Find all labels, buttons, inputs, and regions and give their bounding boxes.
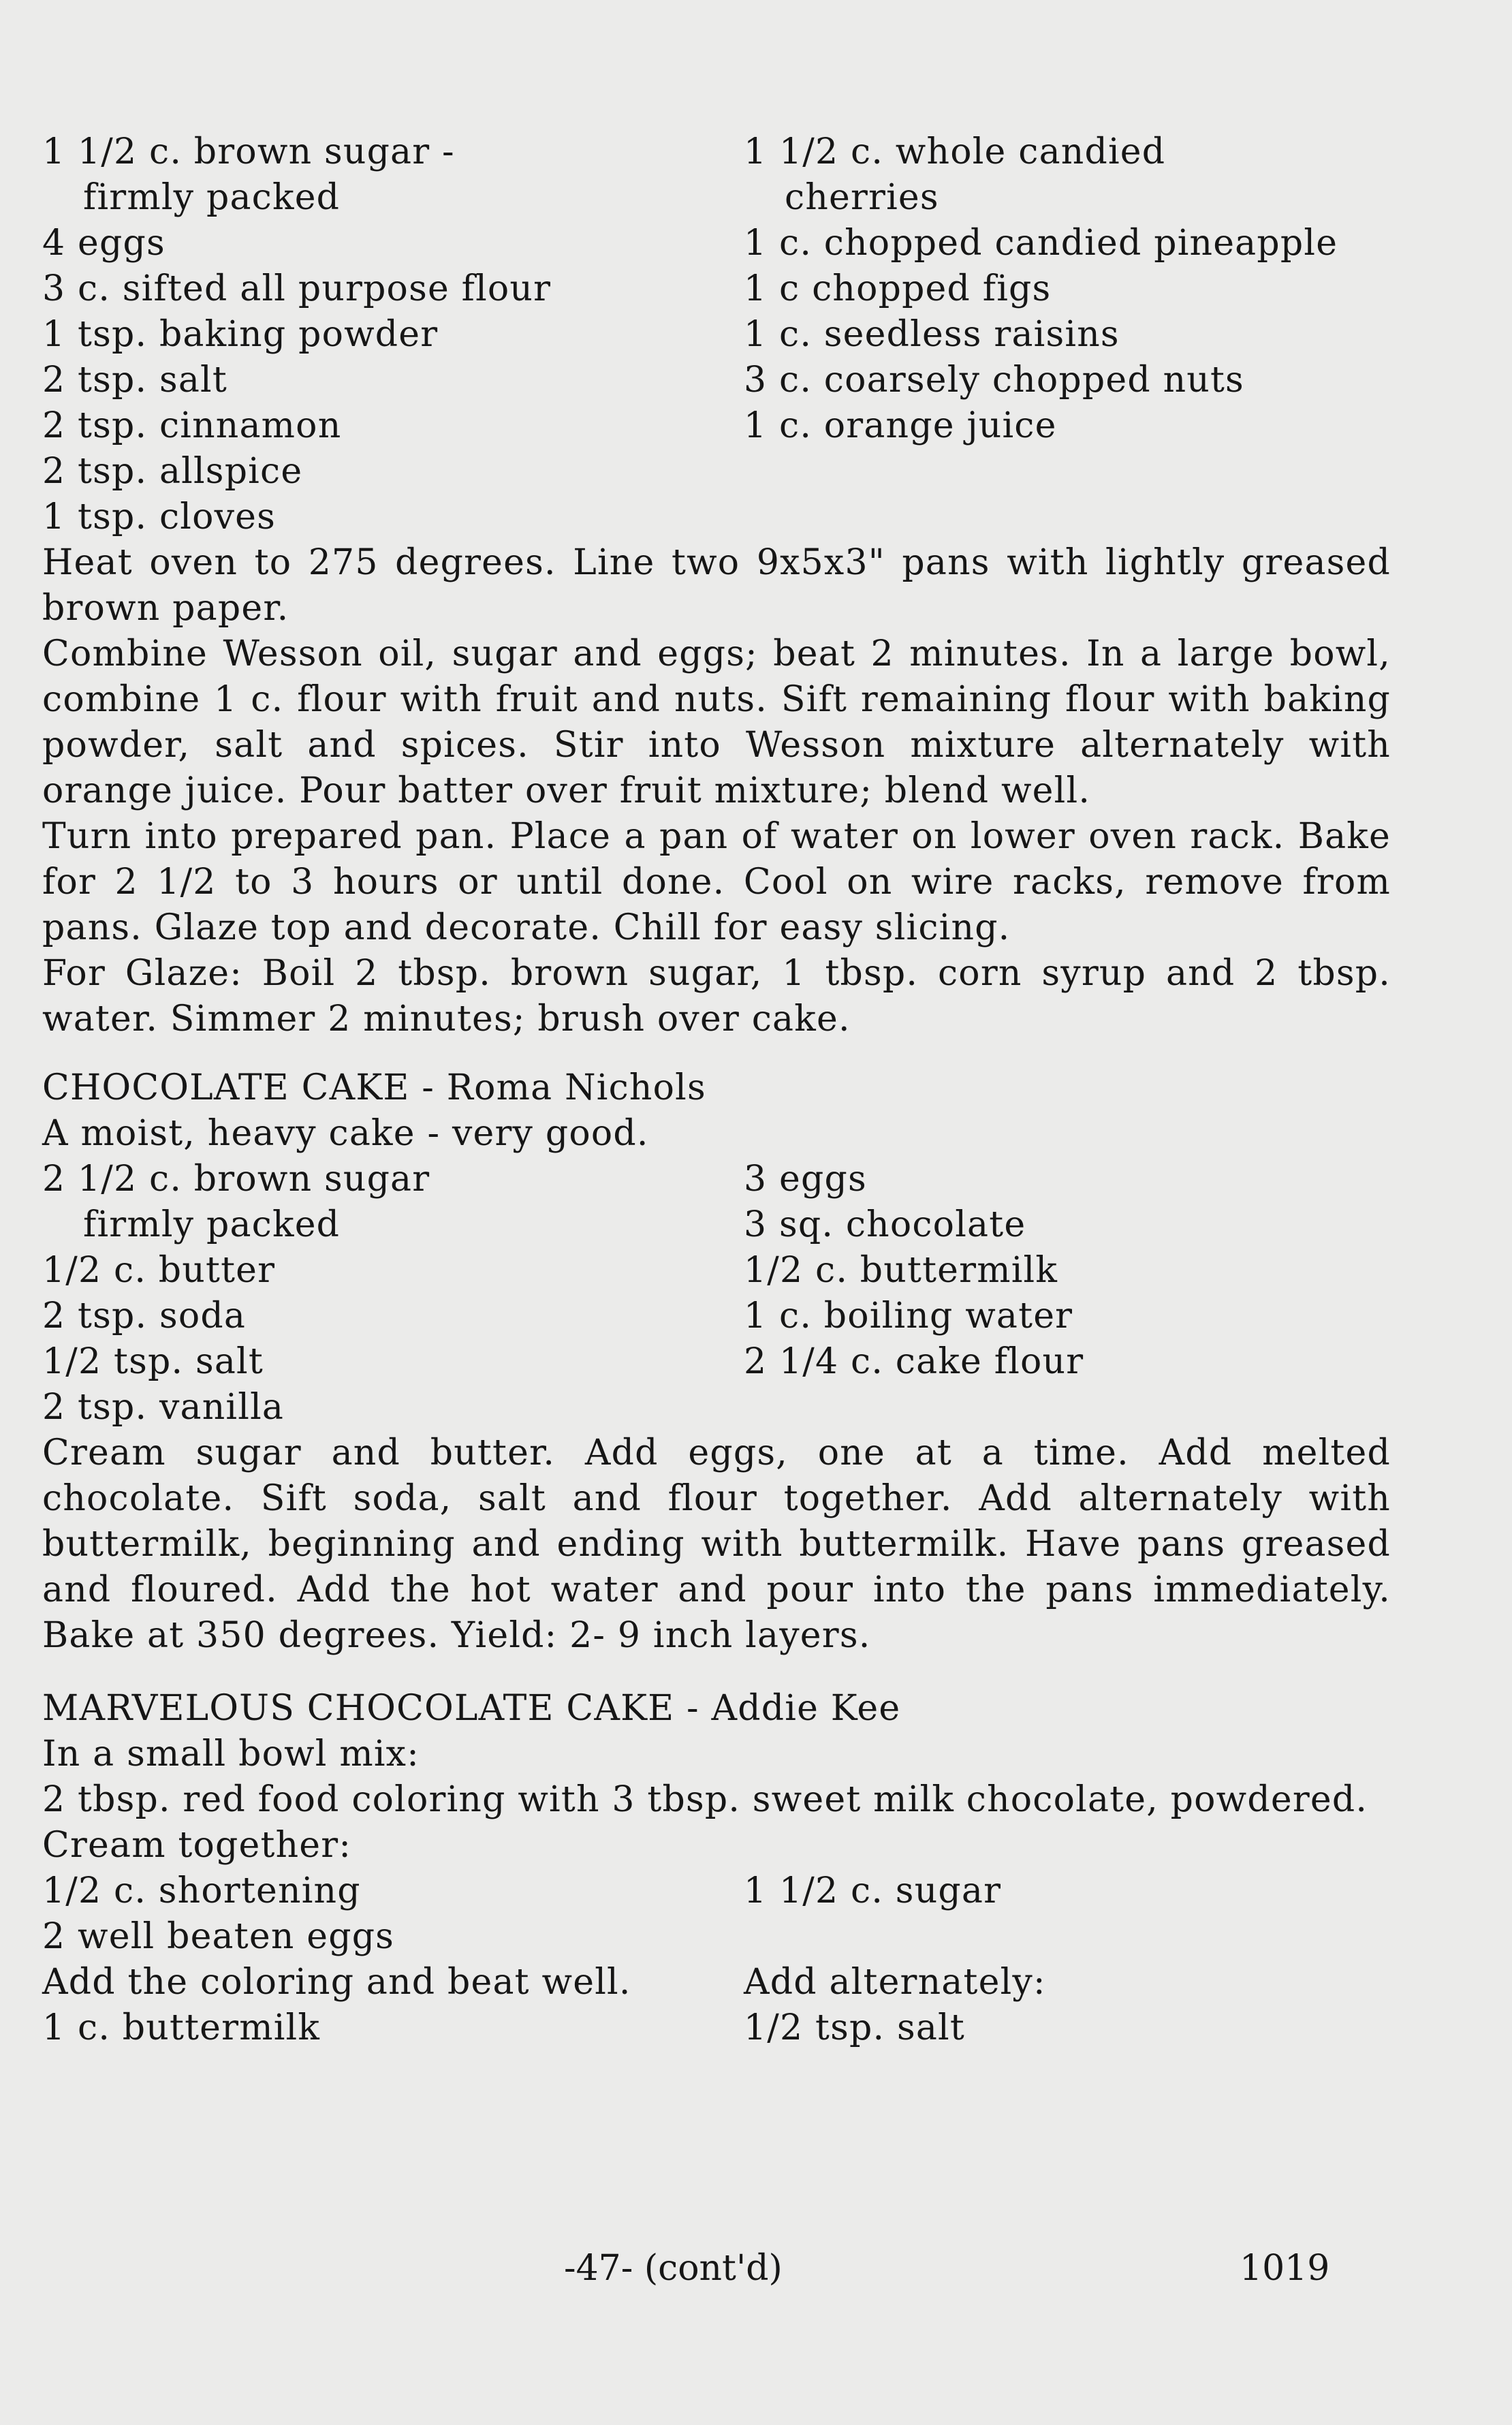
ingredient-right: 1 c chopped figs [744,268,1052,309]
fruitcake-ingredients [42,129,1479,540]
recipe-title-marvelous-chocolate-cake: MARVELOUS CHOCOLATE CAKE - Addie Kee [42,1688,901,1729]
ingredient-left: 1 tsp. baking powder [42,314,439,355]
marvelous-cake-ingredients [42,1868,1479,2051]
ingredient-left: 1/2 c. shortening [42,1871,361,1911]
ingredient-row [42,2005,1479,2051]
recipe-step-line: Cream together: [42,1825,352,1866]
ingredient-right: 3 sq. chocolate [744,1204,1026,1245]
fruitcake-glaze: For Glaze: Boil 2 tbsp. brown sugar, 1 tbsp. corn syrup and 2 tbsp. water. Simmer 2 minutes; brush over cake. [42,953,1391,1039]
ingredient-right: 1 c. boiling water [744,1296,1073,1336]
ingredient-row [42,1202,1479,1248]
ingredient-left: 2 1/2 c. brown sugar [42,1159,430,1200]
ingredient-row [42,495,1479,540]
ingredient-right: 1 c. orange juice [744,405,1057,446]
ingredient-row [42,1868,1479,1914]
ingredient-row [42,266,1479,312]
ingredient-left: 2 well beaten eggs [42,1916,395,1957]
ingredient-right: 1 c. chopped candied pineapple [744,223,1338,264]
ingredient-left: firmly packed [83,1204,341,1245]
ingredient-row [42,175,1479,221]
ingredient-left: 2 tsp. cinnamon [42,405,342,446]
fruitcake-direction-1: Heat oven to 275 degrees. Line two 9x5x3" pans with lightly greased brown paper. [42,542,1391,629]
ingredient-left: 1 c. buttermilk [42,2007,321,2048]
ingredient-left: 2 tsp. salt [42,360,227,401]
ingredient-row [42,1157,1479,1202]
recipe-subtitle: A moist, heavy cake - very good. [42,1113,649,1154]
ingredient-row [42,129,1479,175]
ingredient-left: 4 eggs [42,223,166,264]
ingredient-right: 1 c. seedless raisins [744,314,1120,355]
ingredient-row [42,1248,1479,1294]
ingredient-right: 2 1/4 c. cake flour [744,1341,1084,1382]
ingredient-right: 1 1/2 c. sugar [744,1871,1002,1911]
recipe-title-chocolate-cake: CHOCOLATE CAKE - Roma Nichols [42,1067,706,1108]
recipe-step-line: In a small bowl mix: [42,1734,420,1774]
ingredient-right: Add alternately: [744,1962,1046,2003]
ingredient-row [42,1914,1479,1960]
ingredient-left: 1 tsp. cloves [42,497,277,537]
fruitcake-direction-3: Turn into prepared pan. Place a pan of water on lower oven rack. Bake for 2 1/2 to 3 hours or until done. Cool on wire racks, remove from pans. Glaze top and decorate. Chill for easy slicing. [42,816,1391,948]
ingredient-right: 3 eggs [744,1159,867,1200]
ingredient-right: 1/2 c. buttermilk [744,1250,1058,1291]
ingredient-row [42,1294,1479,1339]
ingredient-left: 3 c. sifted all purpose flour [42,268,552,309]
ingredient-left: 1/2 c. butter [42,1250,276,1291]
recipe-step-line: 2 tbsp. red food coloring with 3 tbsp. sweet milk chocolate, powdered. [42,1779,1368,1820]
ingredient-row [42,1339,1479,1385]
ingredient-left: 2 tsp. allspice [42,451,303,492]
ingredient-right: 1 1/2 c. whole candied [744,131,1166,172]
ingredient-left: 2 tsp. soda [42,1296,247,1336]
ingredient-left: 2 tsp. vanilla [42,1387,285,1428]
page-code: 1019 [1240,2248,1330,2289]
ingredient-right: cherries [785,177,939,218]
ingredient-row [42,449,1479,495]
ingredient-left: Add the coloring and beat well. [42,1962,631,2003]
ingredient-right: 1/2 tsp. salt [744,2007,965,2048]
ingredient-left: 1/2 tsp. salt [42,1341,264,1382]
ingredient-row [42,403,1479,449]
recipe-text [42,129,1479,2051]
ingredient-right: 3 c. coarsely chopped nuts [744,360,1244,401]
fruitcake-direction-2: Combine Wesson oil, sugar and eggs; beat 2 minutes. In a large bowl, combine 1 c. flour with fruit and nuts. Sift remaining flour with baking powder, salt and spices. Stir into Wesson mixture alternately with orange juice. Pour batter over fruit mixture; blend well. [42,633,1391,811]
ingredient-left: firmly packed [83,177,341,218]
chocolate-cake-directions: Cream sugar and butter. Add eggs, one at a time. Add melted chocolate. Sift soda, salt and flour together. Add alternately with buttermilk, beginning and ending with buttermilk. Have pans greased and floured. Add the hot water and pour into the pans immediately. Bake at 350 degrees. Yield: 2- 9 inch layers. [42,1433,1391,1656]
chocolate-cake-ingredients [42,1157,1479,1430]
ingredient-row [42,1960,1479,2005]
ingredient-row [42,221,1479,266]
ingredient-row [42,1385,1479,1430]
ingredient-left: 1 1/2 c. brown sugar - [42,131,455,172]
ingredient-row [42,358,1479,403]
page-number: -47- (cont'd) [564,2248,783,2289]
ingredient-row [42,312,1479,358]
